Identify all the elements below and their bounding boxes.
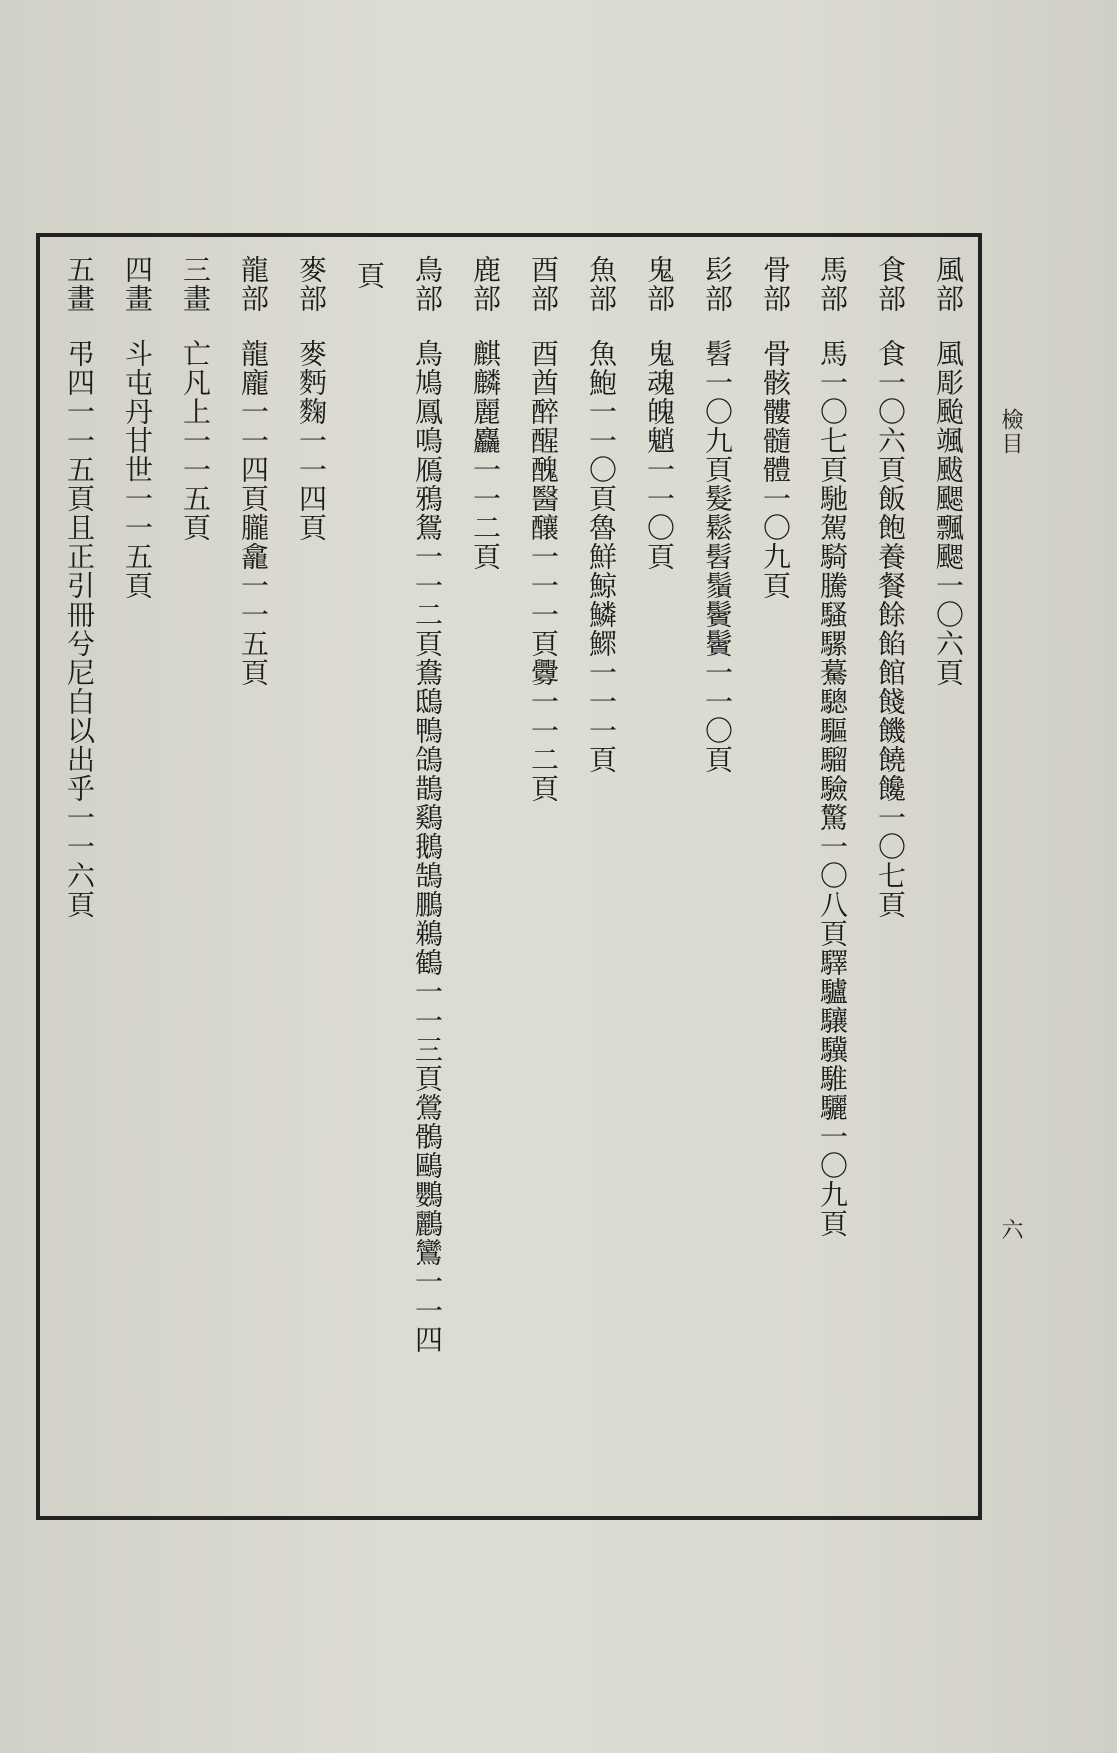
entry-text: 食一〇六頁飯飽養餐餘餡館餞饑饒饞一〇七頁 [874, 339, 907, 919]
stroke-count-heading: 四畫 [121, 255, 154, 313]
page-number: 六 [998, 1218, 1023, 1242]
radical-heading: 骨部 [759, 255, 792, 313]
index-column [397, 255, 447, 1354]
entry-text: 鬼魂魄魈一一〇頁 [643, 339, 676, 571]
entry-text: 斗屯丹甘世一一五頁 [121, 339, 154, 600]
index-column [571, 255, 621, 774]
entry-text: 麥麪麴一一四頁 [295, 339, 328, 542]
index-column [107, 255, 157, 600]
entry-text: 亡凡上一一五頁 [179, 339, 212, 542]
index-column [860, 255, 910, 919]
entry-text: 魚鮑一一〇頁魯鮮鯨鱗鰥一一一頁 [585, 339, 618, 774]
radical-heading: 鳥部 [411, 255, 444, 313]
radical-heading: 魚部 [585, 255, 618, 313]
entry-text: 麒麟麗麤一一二頁 [469, 339, 502, 571]
radical-heading: 酉部 [527, 255, 560, 313]
entry-text: 弔四一一五頁且正引冊兮尼白以出乎一一六頁 [63, 339, 96, 919]
index-column [165, 255, 215, 542]
index-frame [36, 233, 982, 1520]
radical-heading: 鹿部 [469, 255, 502, 313]
index-column [745, 255, 795, 600]
index-column [281, 255, 331, 542]
radical-heading: 麥部 [295, 255, 328, 313]
index-column [918, 255, 968, 687]
radical-heading: 馬部 [816, 255, 849, 313]
running-head: 檢目 [998, 408, 1023, 456]
stroke-count-heading: 三畫 [179, 255, 212, 313]
radical-heading: 髟部 [701, 255, 734, 313]
radical-heading: 龍部 [237, 255, 270, 313]
index-column [802, 255, 852, 1238]
entry-text: 骨骸髏髓體一〇九頁 [759, 339, 792, 600]
index-column [687, 255, 737, 774]
entry-text: 髫一〇九頁髮鬆髫鬚鬢鬢一一〇頁 [701, 339, 734, 774]
entry-text: 鳥鳩鳳鳴鴈鴉鴛一一二頁鴦鴟鴨鴿鵲鷄鵝鵠鵬鵜鶴一一三頁鶯鶻鷗鸚鸝鸞一一四 [411, 339, 444, 1354]
index-column [513, 255, 563, 803]
continued-text: 頁 [353, 261, 386, 290]
entry-text: 龍龐一一四頁朧龕一一五頁 [237, 339, 270, 687]
stroke-count-heading: 五畫 [63, 255, 96, 313]
index-column [455, 255, 505, 571]
radical-heading: 鬼部 [643, 255, 676, 313]
entry-text: 馬一〇七頁馳駕騎騰騷騾驀驄驅騮驗驚一〇八頁驛驢驤驥騅驪一〇九頁 [816, 339, 849, 1238]
radical-heading: 食部 [874, 255, 907, 313]
index-column [49, 255, 99, 919]
index-column [223, 255, 273, 687]
entry-text: 酉酋醉醒醜醫釀一一一頁釁一一二頁 [527, 339, 560, 803]
radical-heading: 風部 [932, 255, 965, 313]
index-column [629, 255, 679, 571]
entry-text: 風彫颱颯颰颸飄颸一〇六頁 [932, 339, 965, 687]
index-column-continuation [339, 255, 389, 290]
